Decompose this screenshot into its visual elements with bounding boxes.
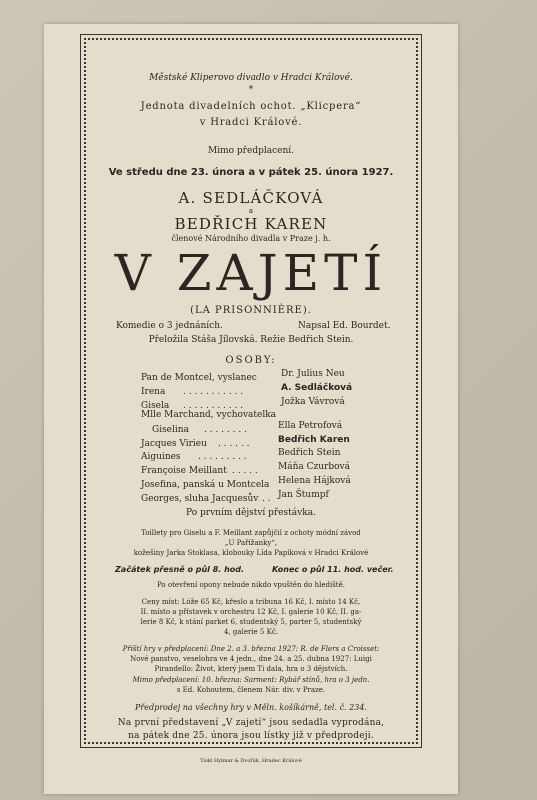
next-plays-line: Nové panstvo, veselohra ve 4 jedn., dne 24. a 25. dubna 1927: Luigi <box>130 655 372 663</box>
next-plays-line: Mimo předplacení: 10. března: Sarment: Rybář stínů, hra o 3 jedn. <box>132 676 370 684</box>
theatre-name: Městské Kliperovo divadlo v Hradci Králové. <box>149 73 353 83</box>
prices-line: 4, galerie 5 Kč. <box>224 628 278 636</box>
credits-line-1: Toillety pro Giselu a F. Meillant zapůjčil z ochoty módní závod <box>141 529 361 537</box>
society-line-2: v Hradci Králové. <box>199 117 303 128</box>
entry-notice: Po otevření opony nebude nikdo vpuštěn do hlediště. <box>157 581 345 589</box>
star-ornament: * <box>248 85 254 95</box>
prices-line: lerie 8 Kč, k stání parket 6, studentský 5, parter 5, studentský <box>140 618 362 626</box>
cast-dots: . . . . . . . . . . . <box>183 387 244 397</box>
cast-actor: Helena Hájková <box>278 476 351 486</box>
cast-role: Pan de Montcel, vyslanec <box>141 373 257 383</box>
prices-line: II. místo a přístavek v orchestru 12 Kč, I. galerie 10 Kč, II. ga- <box>140 608 362 616</box>
next-plays-line: s Ed. Kohoutem, členem Nár. div. v Praze. <box>176 686 326 694</box>
cast-role: Gisela <box>141 401 170 411</box>
sold-out-line: Na první představení „V zajetí“ jsou sedadla vyprodána, <box>117 718 385 728</box>
cast-actor: Dr. Julius Neu <box>281 369 345 379</box>
cast-actor: Bedřich Stein <box>278 448 341 458</box>
cast-actor: Ella Petrofová <box>278 421 343 431</box>
end-time: Konec o půl 11. hod. večer. <box>272 565 394 574</box>
next-plays-line: Příští hry v předplacení: Dne 2. a 3. března 1927: R. de Flers a Croisset: <box>122 645 380 653</box>
cast-actor: A. Sedláčková <box>281 383 353 393</box>
cast-dots: . . . . . <box>232 466 258 476</box>
cast-dots: . . . . . . . . <box>204 425 247 435</box>
cast-role: Aiguines <box>141 452 181 462</box>
credits-line-2: „U Pařížanky“, <box>224 539 278 547</box>
original-title: (LA PRISONNIÈRE). <box>190 305 312 316</box>
presale-note: Předprodej na všechny hry v Měln. košíkárně, tel. č. 234. <box>135 703 367 712</box>
play-title: V ZAJETÍ <box>114 244 388 302</box>
cast-dots: . . . . . . . . . . . <box>183 401 244 411</box>
cast-role: Josefina, panská u Montcela <box>141 480 270 490</box>
guest-actor-1: A. SEDLÁČKOVÁ <box>178 189 324 207</box>
cast-dots: . . . . . . <box>218 439 250 449</box>
cast-role: Jacques Virieu <box>141 439 207 449</box>
translation-direction: Přeložila Stáša Jílovská. Režie Bedřich Stein. <box>148 335 354 345</box>
cast-role: Georges, sluha Jacquesův <box>141 494 259 504</box>
cast-role: Mlle Marchand, vychovatelka <box>141 410 277 420</box>
next-plays-line: Pirandello: Život, který jsem Ti dala, hra o 3 dějstvích. <box>154 665 348 673</box>
guest-affiliation: členové Národního divadla v Praze j. h. <box>171 234 331 243</box>
sold-out-line: na pátek dne 25. února jsou lístky již v předprodeji. <box>128 731 374 741</box>
decorative-border <box>84 38 418 744</box>
performance-dates: Ve středu dne 23. února a v pátek 25. února 1927. <box>108 167 394 178</box>
cast-heading: OSOBY: <box>225 355 277 366</box>
printer-imprint: Tiskl Hylmar & Dvořák, Hradec Králové <box>200 758 302 764</box>
start-time: Začátek přesně o půl 8. hod. <box>115 565 245 574</box>
society-line-1: Jednota divadelních ochot. „Klicpera“ <box>140 101 362 112</box>
cast-actor: Bedřich Karen <box>278 435 350 445</box>
guest-actor-2: BEDŘICH KAREN <box>174 215 328 233</box>
guest-and: a <box>248 207 254 215</box>
cast-role: Françoise Meillant <box>141 466 227 476</box>
cast-actor: Jožka Vávrová <box>281 397 345 407</box>
outside-subscription: Mimo předplacení. <box>208 146 294 156</box>
author: Napsal Ed. Bourdet. <box>298 321 391 331</box>
genre: Komedie o 3 jednáních. <box>116 321 223 331</box>
interval-note: Po prvním dějství přestávka. <box>186 508 316 518</box>
cast-actor: Máňa Czurbová <box>278 462 350 472</box>
prices-line: Ceny míst: Lóže 65 Kč, křeslo a tribuna 16 Kč, I. místo 14 Kč, <box>141 598 361 606</box>
cast-role: Irena <box>141 387 166 397</box>
cast-role: Giselina <box>152 425 189 435</box>
cast-dots: . . <box>262 494 271 504</box>
cast-actor: Jan Štumpf <box>278 490 329 500</box>
cast-dots: . . . . . . . . . <box>198 452 247 462</box>
credits-line-3: kožešiny Jarka Stoklasa, klobouky Lída Papíková v Hradci Králové <box>133 549 369 557</box>
